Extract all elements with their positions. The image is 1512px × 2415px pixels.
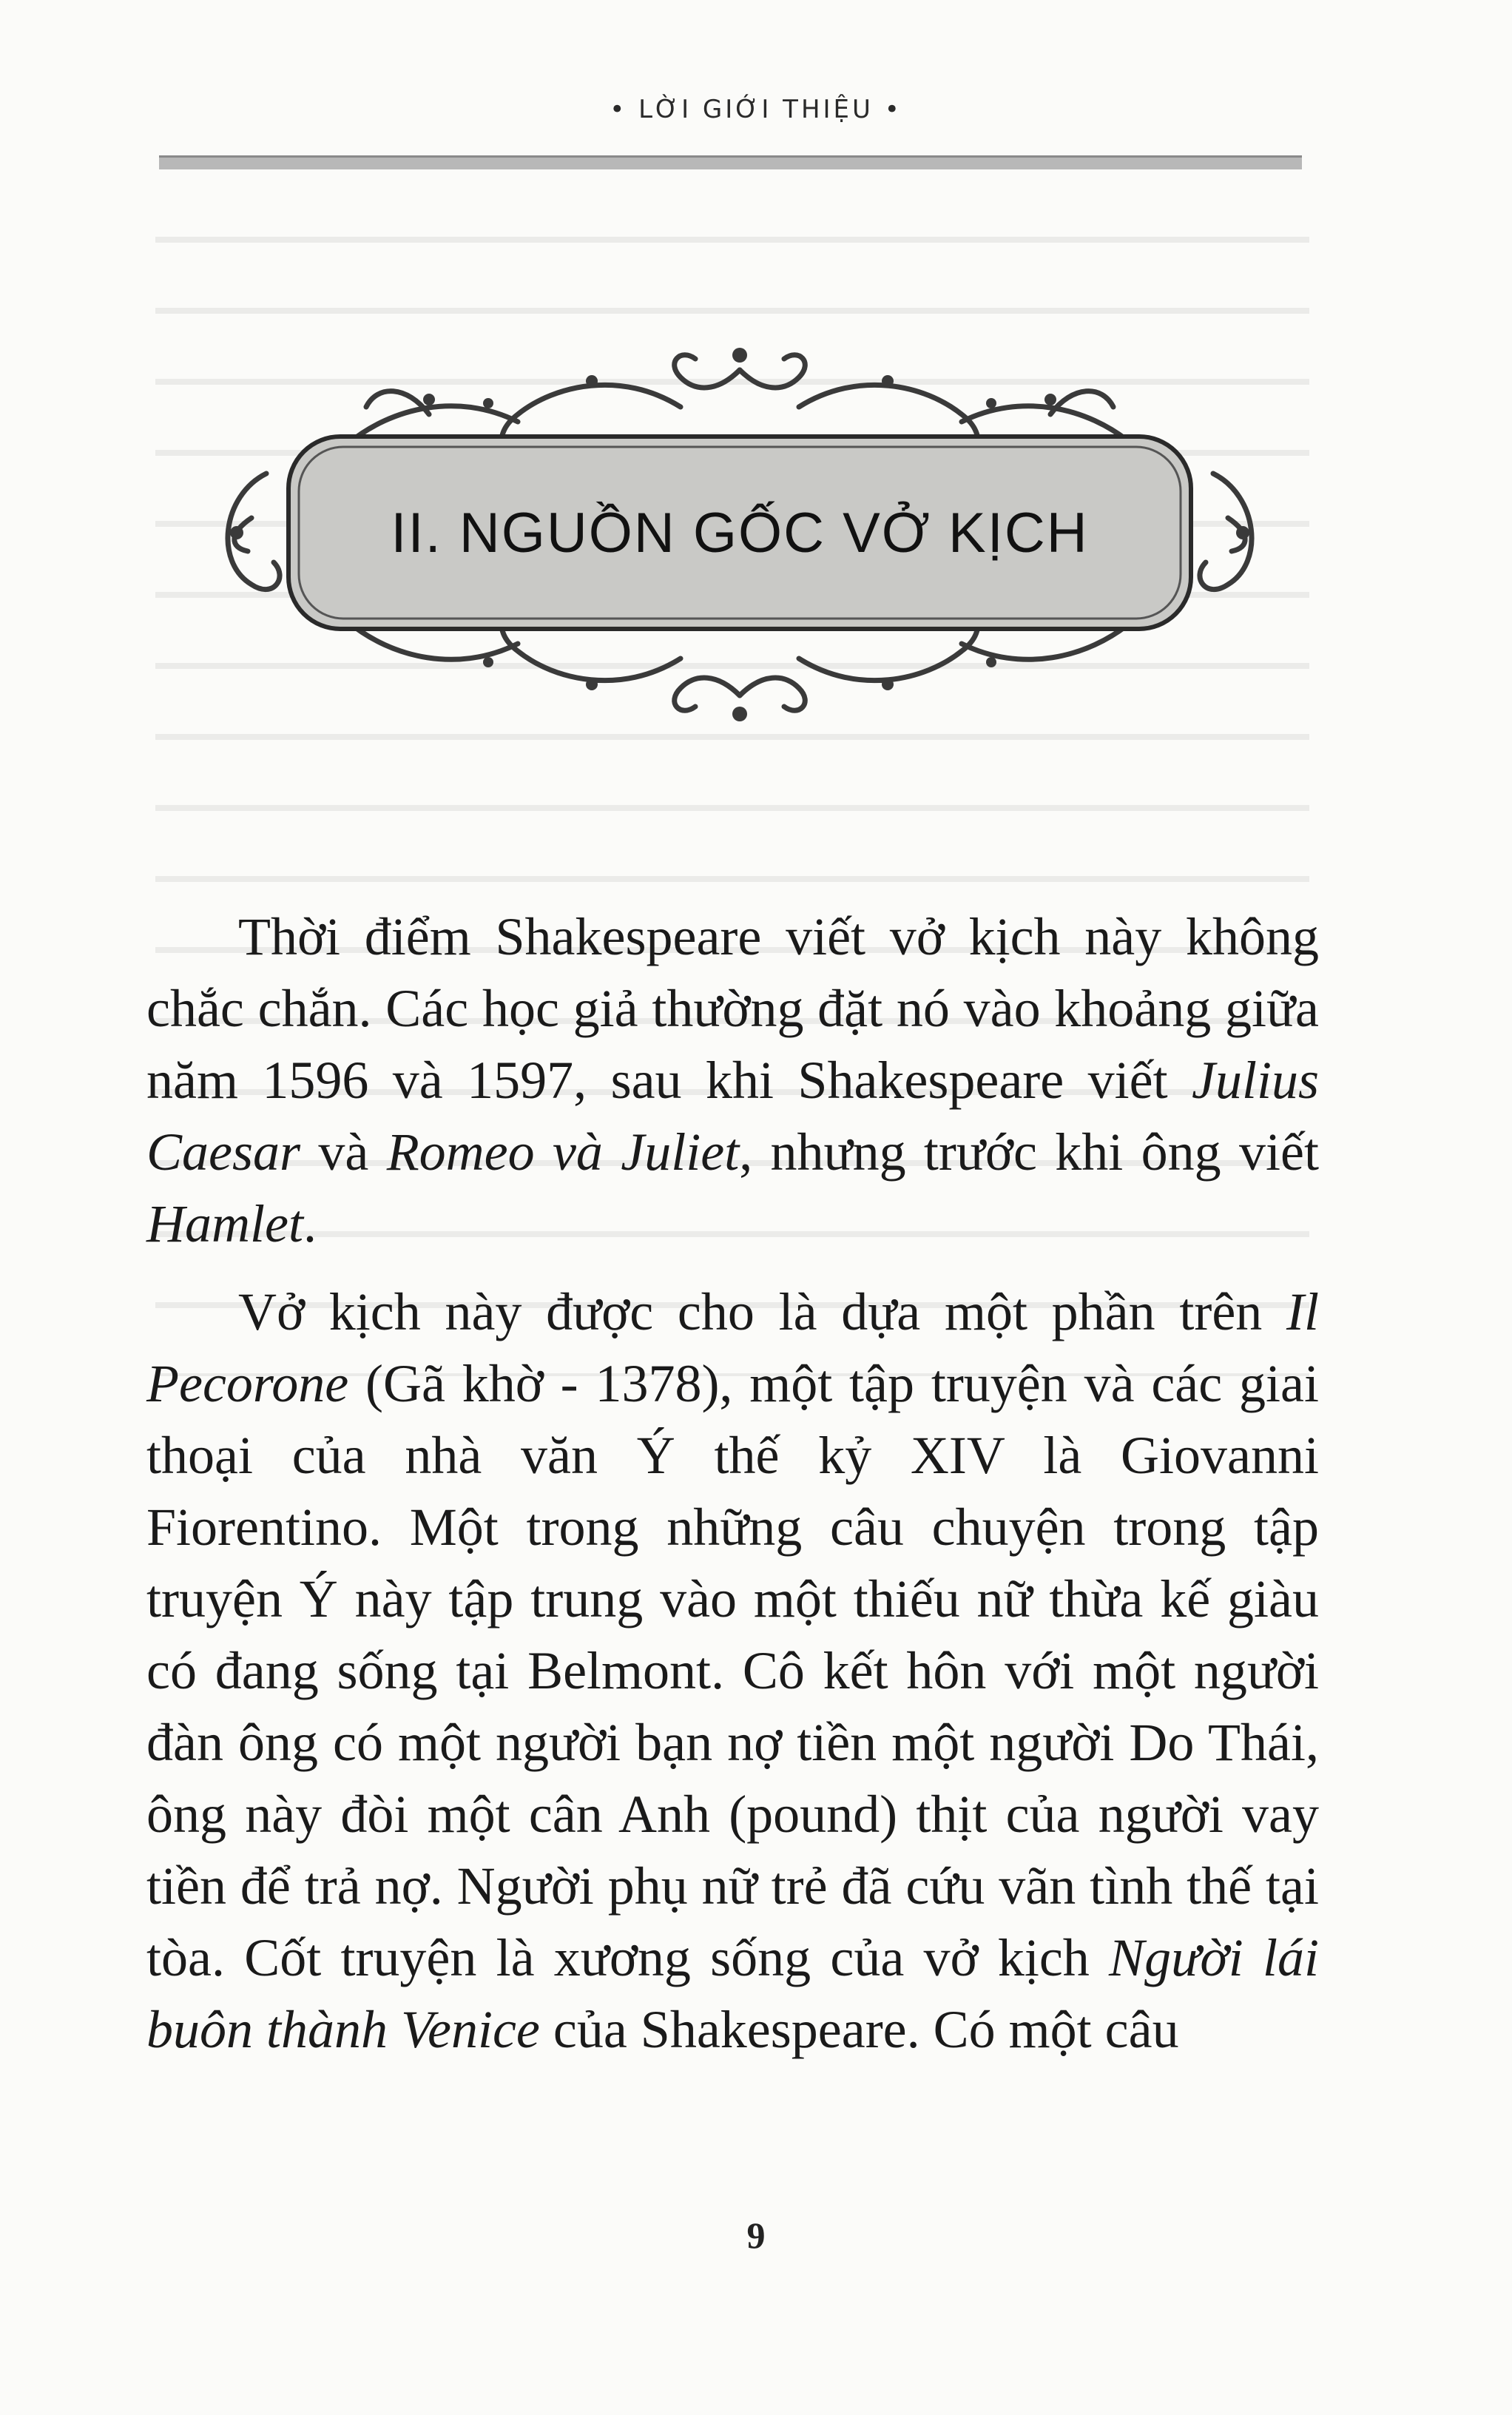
p1-run-5: , nhưng trước khi ông viết [739, 1122, 1319, 1182]
section-title-frame [207, 326, 1272, 740]
work-title-il-pecorone: Il Pecorone [146, 1282, 1319, 1413]
running-header: • LỜI GIỚI THIỆU • [610, 95, 902, 124]
paragraph-2 [146, 1276, 1319, 2066]
section-title: II. NGUỒN GỐC VỞ KỊCH [391, 501, 1089, 565]
work-title-julius-caesar: Julius Caesar [146, 1051, 1319, 1182]
work-title-merchant-of-venice: Người lái buôn thành Venice [146, 1928, 1320, 2059]
p2-run-5: của Shakespeare. Có một câu [539, 2000, 1179, 2059]
work-title-hamlet: Hamlet [146, 1194, 303, 1253]
body-text [146, 901, 1319, 2066]
page-number: 9 [746, 2214, 766, 2256]
p1-run-7: . [303, 1194, 317, 1253]
p2-run-1: Vở kịch này được cho là dựa một phần trên [238, 1282, 1287, 1341]
header-rule [159, 155, 1302, 169]
p2-run-3: (Gã khờ - 1378), một tập truyện và các giai thoại của nhà văn Ý thế kỷ XIV là Giovanni Fiorentino. Một trong những câu chuyện trong tập truyện Ý này tập trung vào một thiếu nữ thừa kế giàu có đang sống tại Belmont. Cô kết hôn với một người đàn ông có một người bạn nợ tiền một người Do Thái, ông này đòi một cân Anh (pound) thịt của người vay tiền để trả nợ. Người phụ nữ trẻ đã cứu vãn tình thế tại tòa. Cốt truyện là xương sống của vở kịch [146, 1354, 1319, 1987]
paragraph-1 [146, 901, 1319, 1260]
work-title-romeo-juliet: Romeo và Juliet [386, 1122, 740, 1182]
p1-run-1: Thời điểm Shakespeare viết vở kịch này không chắc chắn. Các học giả thường đặt nó vào khoảng giữa năm 1596 và 1597, sau khi Shakespeare viết [146, 907, 1319, 1110]
p1-run-3: và [300, 1122, 387, 1182]
